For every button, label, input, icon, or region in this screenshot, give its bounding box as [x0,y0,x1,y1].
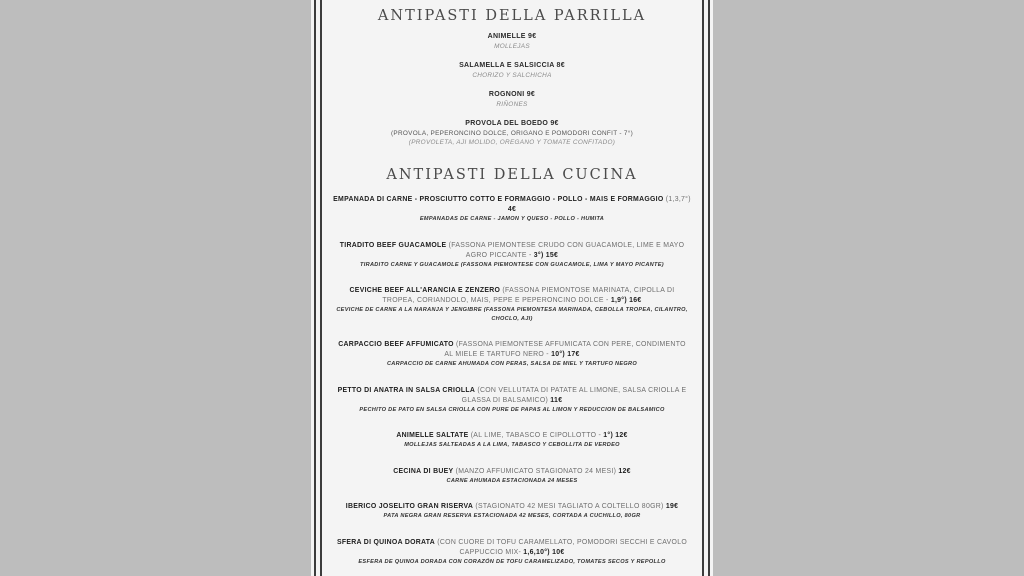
menu-item [333,386,691,415]
item-price: 10°) 17€ [551,351,580,358]
menu-item [333,538,691,567]
section-cucina [333,167,691,566]
item-price: 3°) 15€ [533,251,559,259]
item-text [333,467,691,477]
item-price: 19€ [663,503,679,510]
item-translation: CARNE AHUMADA ESTACIONADA 24 MESES [446,477,578,484]
item-translation: TIRADITO CARNE Y GUACAMOLE (FASSONA PIEMONTESE CON GUACAMOLE, LIMA Y MAYO PICANTE) [360,261,664,268]
item-name: IBERICO JOSELITO GRAN RISERVA [345,503,474,510]
section-title: ANTIPASTI DELLA PARRILLA [377,8,647,24]
menu-item [333,195,691,224]
menu-item [333,32,691,51]
item-description: (1,3,7°) [663,196,691,203]
section-title: ANTIPASTI DELLA CUCINA [386,167,638,183]
item-name: SFERA DI QUINOA DORATA [336,538,436,546]
item-text [333,340,691,360]
item-translation: MOLLEJAS [494,43,530,50]
border-line [320,0,322,576]
item-translation: RIÑONES [496,101,528,108]
item-price: 11€ [548,396,563,404]
border-line [314,0,316,576]
item-name: PROVOLA DEL BOEDO 9€ [465,120,559,127]
item-text [333,386,691,406]
menu-item [333,467,691,486]
item-price: 1,6,10°) 10€ [523,548,565,556]
item-description: (AL LIME, TABASCO E CIPOLLOTTO - [468,432,604,439]
menu-item [333,431,691,450]
border-line [708,0,710,576]
item-text [333,502,691,512]
item-description: (CON VELLUTATA DI PATATE AL LIMONE, SALSA CRIOLLA E GLASSA DI BALSAMICO) [461,386,687,404]
item-description: (FASSONA PIEMONTOSE MARINATA, CIPOLLA DI TROPEA, CORIANDOLO, MAIS, PEPE E PEPERONCINO DOLCE - [382,287,675,304]
item-text [333,241,691,261]
item-description: (CON CUORE DI TOFU CARAMELLATO, POMODORI SECCHI E CAVOLO CAPPUCCIO MIX- [435,538,688,556]
menu-page [311,0,713,576]
item-text [333,431,691,441]
item-text [333,195,691,215]
item-description: (PROVOLA, PEPERONCINO DOLCE, ORIGANO E POMODORI CONFIT - 7°) [390,130,633,137]
item-translation: PATA NEGRA GRAN RESERVA ESTACIONADA 42 MESES, CORTADA A CUCHILLO, 80GR [383,513,641,519]
item-price: 4€ [507,206,517,213]
item-translation: ESFERA DE QUINOA DORADA CON CORAZÓN DE TOFU CARAMELIZADO, TOMATES SECOS Y REPOLLO [358,558,666,565]
item-description: (FASSONA PIEMONTESE CRUDO CON GUACAMOLE, LIME E MAYO AGRO PICCANTE - [446,241,685,259]
item-name: ROGNONI 9€ [488,91,536,98]
item-name: SALAMELLA E SALSICCIA 8€ [459,62,565,69]
item-name: TIRADITO BEEF GUACAMOLE [339,241,447,249]
menu-content [333,0,691,566]
item-text [333,538,691,558]
menu-item [333,90,691,109]
item-translation: CEVICHE DE CARNE A LA NARANJA Y JENGIBRE (FASSONA PIEMONTESA MARINADA, CEBOLLA TROPEA, CILANTRO, CHOCLO, AJI) [336,307,688,322]
menu-item [333,119,691,147]
item-name: ANIMELLE 9€ [487,33,537,40]
menu-item [333,502,691,521]
item-price: 1,9°) 16€ [610,297,642,304]
item-translation: CHORIZO Y SALCHICHA [472,72,552,79]
item-name: ANIMELLE SALTATE [396,432,469,439]
section-parrilla [333,0,691,147]
menu-item [333,241,691,270]
item-name: CARPACCIO BEEF AFFUMICATO [338,341,454,348]
item-description: (MANZO AFFUMICATO STAGIONATO 24 MESI) [453,467,617,475]
item-name: CECINA DI BUEY [393,467,454,475]
item-translation: PECHITO DE PATO EN SALSA CRIOLLA CON PURE DE PAPAS AL LIMON Y REDUCCION DE BALSAMICO [359,406,665,413]
item-translation: EMPANADAS DE CARNE - JAMON Y QUESO - POLLO - HUMITA [419,216,605,222]
item-price: 12€ [616,467,631,475]
item-name: CEVICHE BEEF ALL'ARANCIA E ZENZERO [349,287,501,294]
item-price: 1°) 12€ [603,432,628,439]
item-translation: (PROVOLETA, AJI MOLIDO, OREGANO Y TOMATE CONFITADO) [408,139,616,146]
item-description: (FASSONA PIEMONTESE AFFUMICATA CON PERE, CONDIMENTO AL MIELE E TARTUFO NERO - [444,341,686,358]
border-line [702,0,704,576]
item-name: PETTO DI ANATRA IN SALSA CRIOLLA [337,386,476,394]
item-translation: MOLLEJAS SALTEADAS A LA LIMA, TABASCO Y CEBOLLITA DE VERDEO [404,442,620,448]
item-translation: CARPACCIO DE CARNE AHUMADA CON PERAS, SALSA DE MIEL Y TARTUFO NEGRO [386,361,638,367]
item-description: (STAGIONATO 42 MESI TAGLIATO A COLTELLO 80GR) [473,503,664,510]
item-text [333,286,691,306]
item-name: EMPANADA DI CARNE - PROSCIUTTO COTTO E FORMAGGIO - POLLO - MAIS E FORMAGGIO [333,196,664,203]
menu-item [333,286,691,323]
menu-item [333,340,691,369]
menu-item [333,61,691,80]
